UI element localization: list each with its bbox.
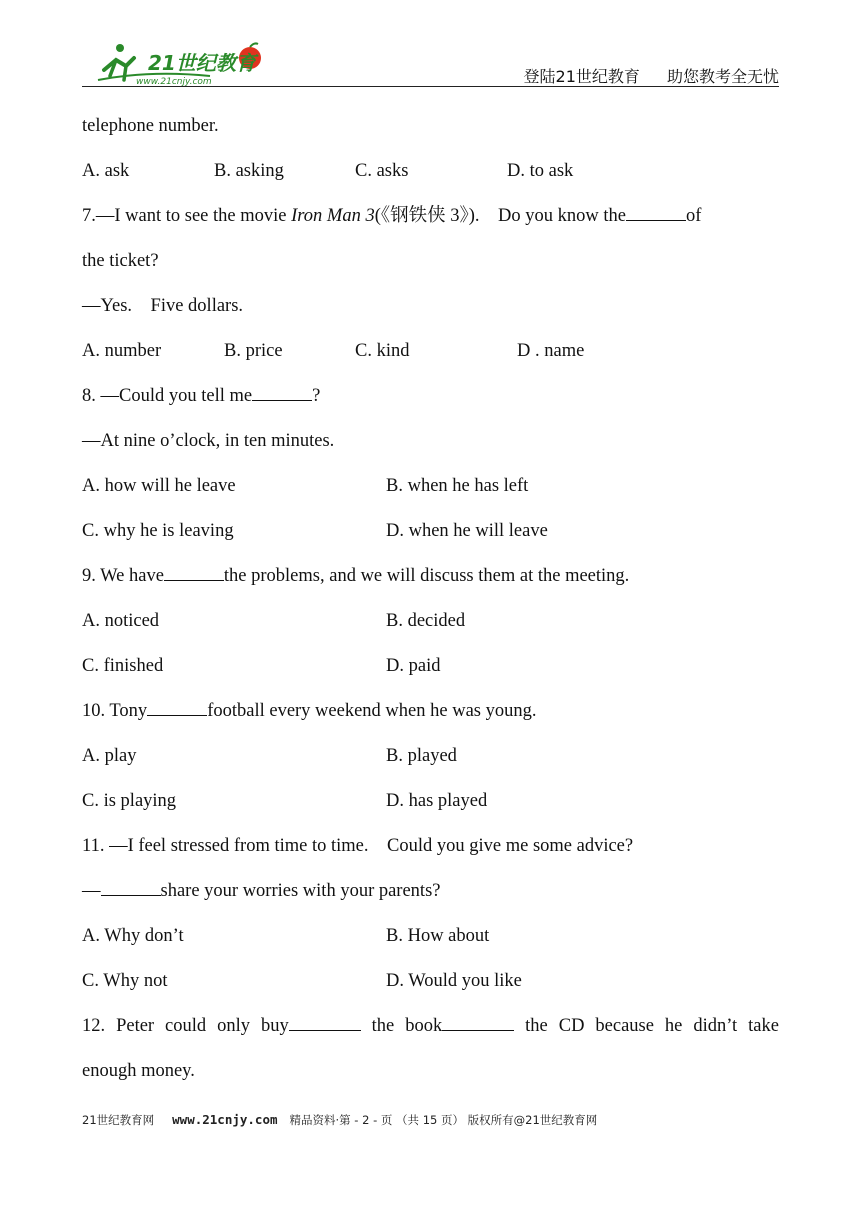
- text-line: the ticket?: [82, 251, 159, 271]
- q12-word: the: [525, 1016, 548, 1036]
- option-c: C. kind: [355, 341, 410, 361]
- option-a: A. how will he leave: [82, 476, 236, 496]
- footer-url[interactable]: www.21cnjy.com: [172, 1112, 278, 1127]
- option-c: C. asks: [355, 161, 409, 181]
- q12-word: take: [748, 1016, 779, 1036]
- option-b: B. price: [224, 341, 283, 361]
- option-d: D. has played: [386, 791, 488, 811]
- option-b: B. How about: [386, 926, 490, 946]
- q7-text-3: of: [685, 206, 702, 226]
- option-d: D. Would you like: [386, 971, 522, 991]
- q12-buy-blank: [261, 1006, 361, 1051]
- options-q8-cd: [82, 511, 779, 556]
- q7-text-2: (《钢铁侠 3》). Do you know the: [374, 206, 626, 226]
- question-10: [82, 691, 779, 736]
- q12-word: book: [405, 1016, 443, 1036]
- option-c: C. is playing: [82, 791, 177, 811]
- question-9: [82, 556, 779, 601]
- options-q11-ab: [82, 916, 779, 961]
- option-d: D. when he will leave: [386, 521, 548, 541]
- footer-page-info: 精品资料·第 - 2 - 页 （共 15 页） 版权所有@21世纪教育网: [289, 1113, 598, 1127]
- q12-word: buy: [260, 1016, 289, 1036]
- logo-text: 21世纪教育: [148, 51, 256, 75]
- q12-word: Peter: [116, 1016, 155, 1036]
- site-logo: [90, 40, 280, 88]
- answer-blank: [442, 1012, 514, 1031]
- q12-word: CD: [558, 1016, 585, 1036]
- q12-word: didn’t: [693, 1016, 738, 1036]
- options-q7: [82, 331, 779, 376]
- q12-word: the: [371, 1016, 395, 1036]
- q9-text-2: the problems, and we will discuss them at the meeting.: [223, 566, 630, 586]
- q7-text-1: 7.—I want to see the movie: [82, 206, 292, 226]
- question-7: [82, 196, 779, 241]
- answer-blank: [147, 697, 207, 716]
- option-a: A. number: [82, 341, 162, 361]
- header-divider: [82, 86, 779, 87]
- q12-word: because: [595, 1016, 654, 1036]
- options-q10-ab: [82, 736, 779, 781]
- q12-word: only: [217, 1016, 250, 1036]
- options-q9-cd: [82, 646, 779, 691]
- text-line: telephone number.: [82, 116, 219, 136]
- answer-blank: [101, 877, 161, 896]
- answer-blank: [289, 1012, 361, 1031]
- option-d: D . name: [517, 341, 585, 361]
- answer-blank: [252, 382, 312, 401]
- q11-text-2: share your worries with your parents?: [160, 881, 441, 901]
- option-c: C. finished: [82, 656, 164, 676]
- q10-text-1: 10. Tony: [82, 701, 148, 721]
- option-b: B. asking: [214, 161, 284, 181]
- option-c: C. why he is leaving: [82, 521, 234, 541]
- option-b: B. when he has left: [386, 476, 529, 496]
- q11-dash: —: [82, 881, 101, 901]
- page-content: [82, 106, 779, 1096]
- text-line: enough money.: [82, 1061, 195, 1081]
- option-b: B. played: [386, 746, 457, 766]
- question-12: [82, 1006, 779, 1051]
- q12-book-blank: [405, 1006, 514, 1051]
- header-slogan-tagline: 助您教考全无忧: [666, 67, 779, 86]
- page-header: [82, 40, 779, 88]
- option-a: A. noticed: [82, 611, 160, 631]
- q9-text-1: 9. We have: [82, 566, 164, 586]
- options-q9-ab: [82, 601, 779, 646]
- q10-text-2: football every weekend when he was young.: [207, 701, 537, 721]
- option-a: A. ask: [82, 161, 130, 181]
- option-d: D. paid: [386, 656, 441, 676]
- option-b: B. decided: [386, 611, 466, 631]
- q12-word: 12.: [82, 1016, 106, 1036]
- option-c: C. Why not: [82, 971, 168, 991]
- option-a: A. play: [82, 746, 137, 766]
- options-q10-cd: [82, 781, 779, 826]
- question-8: [82, 376, 779, 421]
- page-footer: [82, 1112, 597, 1128]
- q7-movie-title: Iron Man 3: [291, 206, 375, 226]
- header-slogan: [502, 64, 779, 87]
- options-q8-ab: [82, 466, 779, 511]
- question-11: 11. —I feel stressed from time to time. Could you give me some advice?: [82, 836, 634, 856]
- answer-blank: [626, 202, 686, 221]
- text-line: —Yes. Five dollars.: [82, 296, 244, 316]
- answer-blank: [164, 562, 224, 581]
- q8-text-2: ?: [312, 386, 321, 406]
- options-q6: [82, 151, 779, 196]
- options-q11-cd: [82, 961, 779, 1006]
- question-11-reply: [82, 871, 779, 916]
- q8-text-1: 8. —Could you tell me: [82, 386, 253, 406]
- logo-url: www.21cnjy.com: [136, 77, 212, 87]
- q12-word: he: [664, 1016, 683, 1036]
- q12-word: could: [165, 1016, 207, 1036]
- header-slogan-login: 登陆21世纪教育: [523, 67, 640, 86]
- footer-site: 21世纪教育网: [82, 1113, 155, 1127]
- option-d: D. to ask: [507, 161, 574, 181]
- option-a: A. Why don’t: [82, 926, 184, 946]
- text-line: —At nine o’clock, in ten minutes.: [82, 431, 335, 451]
